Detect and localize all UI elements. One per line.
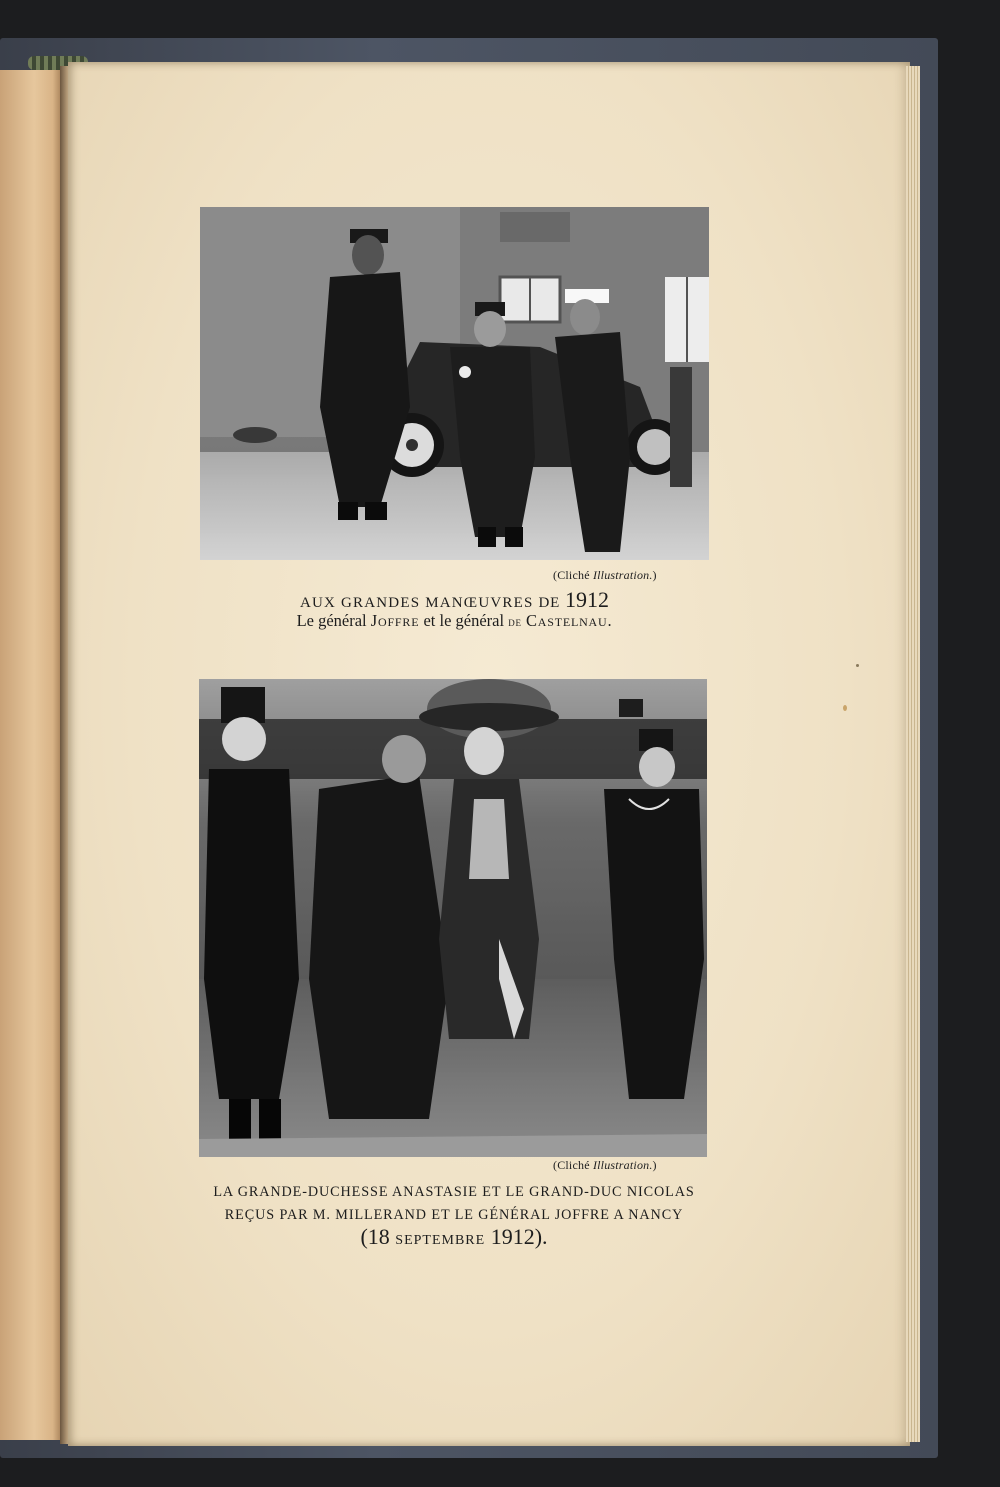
photo-grand-duchess-nancy [199,679,707,1157]
paper-speck [856,664,859,667]
caption-line: LA GRANDE-DUCHESSE ANASTASIE ET LE GRAND-DUC NICOLAS [213,1184,695,1200]
paper-speck [843,705,847,711]
caption-title: AUX GRANDES MANŒUVRES DE 1912 [299,587,610,612]
left-page-edge [0,70,62,1440]
caption-date: (18 SEPTEMBRE 1912). [360,1224,548,1249]
photo-generals-manoeuvres [200,207,709,560]
caption-subtitle: Le général Joffre et le général de Castelnau. [296,611,613,630]
caption-line: REÇUS PAR M. MILLERAND ET LE GÉNÉRAL JOFFRE A NANCY [224,1207,684,1223]
photo-credit: (Cliché Illustration.) [553,1158,657,1172]
page-stack-edge [906,66,920,1442]
photo-credit: (Cliché Illustration.) [553,568,657,582]
